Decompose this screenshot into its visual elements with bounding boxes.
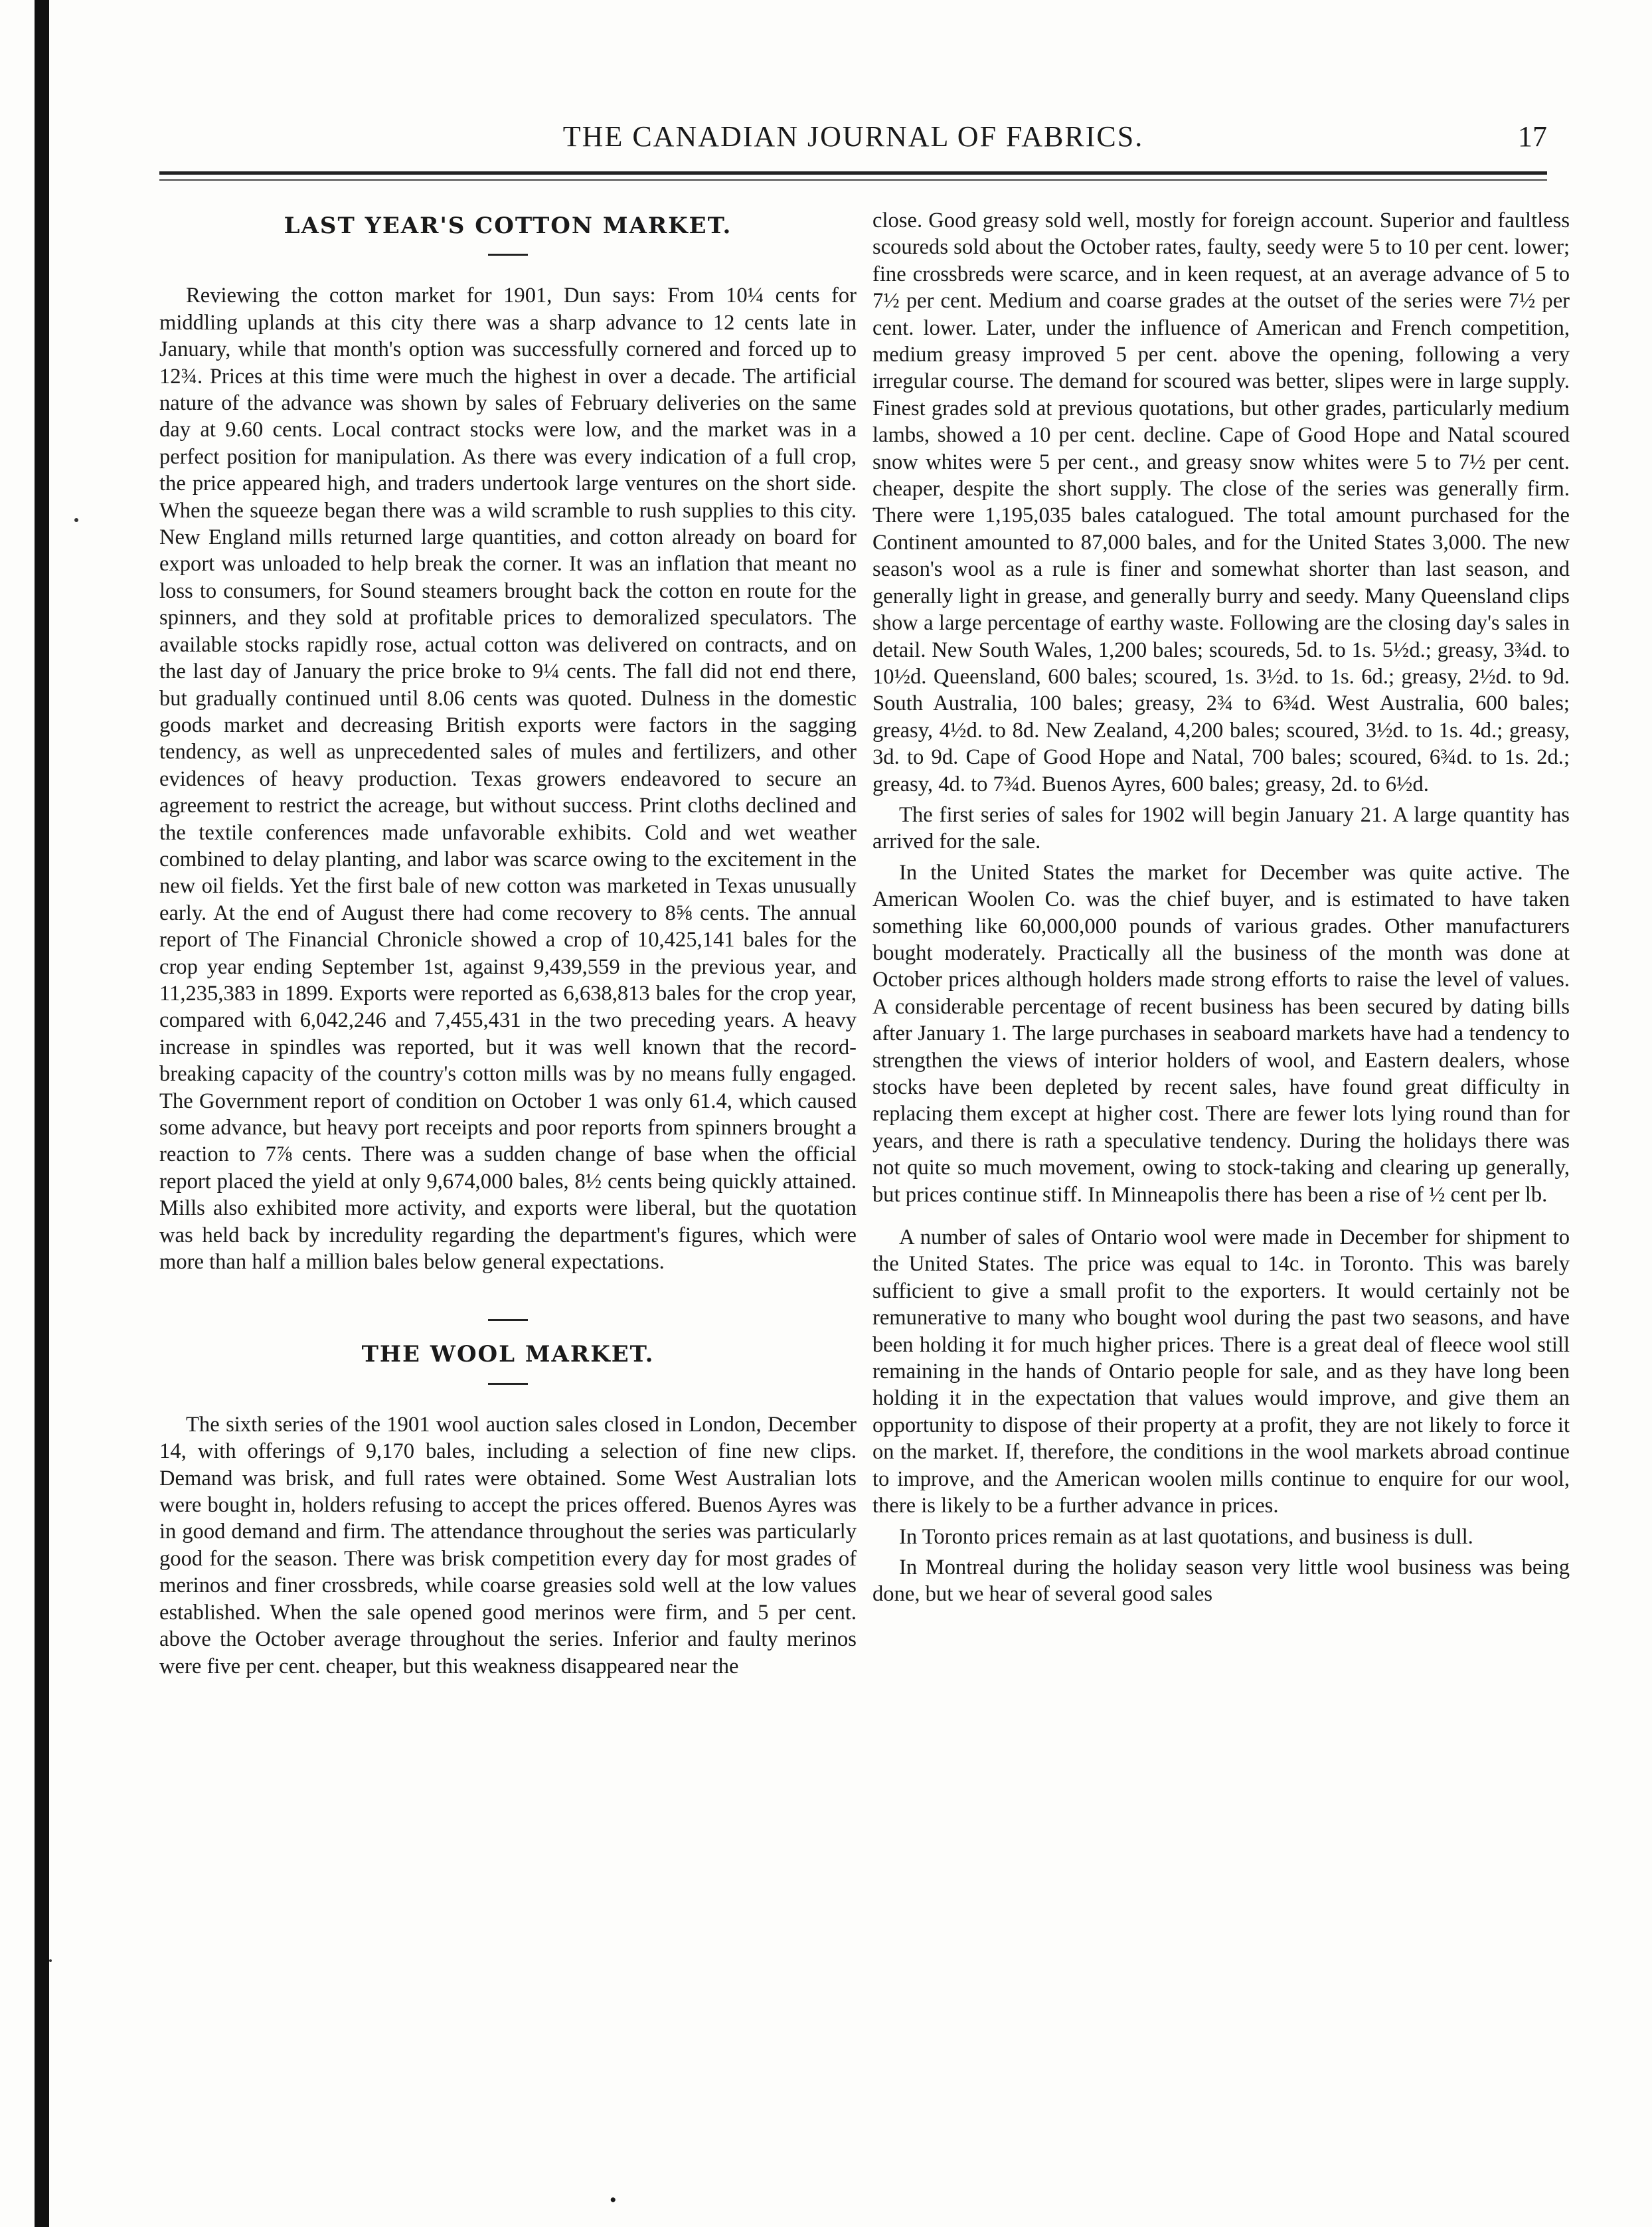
margin-speck bbox=[49, 1959, 52, 1962]
page-number: 17 bbox=[1518, 120, 1547, 153]
journal-title: THE CANADIAN JOURNAL OF FABRICS. bbox=[562, 120, 1144, 153]
headline-divider bbox=[488, 254, 528, 256]
wool-market-paragraph-5: In Toronto prices remain as at last quotations, and business is dull. bbox=[899, 1524, 1473, 1549]
left-column bbox=[159, 199, 857, 1680]
headline-divider bbox=[488, 1383, 528, 1385]
wool-market-paragraph-2: The first series of sales for 1902 will begin January 21. A large quantity has arrived for the sale. bbox=[872, 802, 1570, 854]
section-divider bbox=[488, 1319, 528, 1321]
cotton-market-headline: LAST YEAR'S COTTON MARKET. bbox=[284, 213, 732, 239]
header-rule-thin bbox=[159, 179, 1547, 181]
right-column bbox=[872, 207, 1570, 1608]
footer-ornament: • bbox=[610, 2189, 617, 2211]
header-rule-thick bbox=[159, 171, 1547, 175]
wool-market-paragraph-1: The sixth series of the 1901 wool auction sales closed in London, December 14, with offerings of 9,170 bales, including a selection of fine new clips. Demand was brisk, and full rates were obtained. Some West Australian lots were bought in, holders refusing to accept the prices offered. Buenos Ayres was in good demand and firm. The attendance throughout the series was particularly good for the season. There was brisk competition every day for most grades of merinos and finer crossbreds, while coarse greasies sold well at the low values established. When the sale opened good merinos were firm, and 5 per cent. above the October average throughout the series. Inferior and faulty merinos were five per cent. cheaper, but this weakness disappeared near the bbox=[159, 1412, 857, 1678]
margin-speck bbox=[74, 518, 78, 522]
wool-market-paragraph-6: In Montreal during the holiday season very little wool business was being done, but we hear of several good sales bbox=[872, 1555, 1570, 1607]
wool-market-paragraph-1-continued: close. Good greasy sold well, mostly for foreign account. Superior and faultless scoureds sold about the October rates, faulty, seedy were 5 to 10 per cent. lower; fine crossbreds were scarce, and in keen request, at an average advance of 5 to 7½ per cent. Medium and coarse grades at the outset of the series were 7½ per cent. lower. Later, under the influence of American and French competition, medium greasy improved 5 per cent. above the opening, following a very irregular course. The demand for scoured was better, slipes were in large supply. Finest grades sold at previous quotations, but other grades, particularly medium lambs, showed a 10 per cent. decline. Cape of Good Hope and Natal scoured snow whites were 5 per cent., and greasy snow whites were 5 to 7½ per cent. cheaper, despite the short supply. The close of the series was generally firm. There were 1,195,035 bales catalogued. The total amount purchased for the Continent amounted to 87,000 bales, and for the United States 3,000. The new season's wool as a rule is finer and somewhat shorter than last season, and generally light in grease, and generally burry and seedy. Many Queensland clips show a large percentage of earthy waste. Following are the closing day's sales in detail. New South Wales, 1,200 bales; scoureds, 5d. to 1s. 5½d.; greasy, 3¾d. to 10½d. Queensland, 600 bales; scoured, 1s. 3½d. to 1s. 6d.; greasy, 2½d. to 9d. South Australia, 100 bales; greasy, 2¾ to 6¾d. West Australia, 600 bales; greasy, 4½d. to 8d. New Zealand, 4,200 bales; scoured, 3½d. to 1s. 4d.; greasy, 3d. to 9d. Cape of Good Hope and Natal, 700 bales; scoured, 6¾d. to 1s. 2d.; greasy, 4d. to 7¾d. Buenos Ayres, 600 bales; greasy, 2d. to 6½d. bbox=[872, 209, 1570, 796]
cotton-market-paragraph: Reviewing the cotton market for 1901, Dun says: From 10¼ cents for middling uplands at this city there was a sharp advance to 12 cents late in January, while that month's option was successfully cornered and forced up to 12¾. Prices at this time were much the highest in over a decade. The artificial nature of the advance was shown by sales of February deliveries on the same day at 9.60 cents. Local contract stocks were low, and the market was in a perfect position for manipulation. As there was every indication of a full crop, the price appeared high, and traders undertook large ventures on the short side. When the squeeze began there was a wild scramble to rush supplies to this city. New England mills returned large quantities, and cotton already on board for export was unloaded to help break the corner. It was an inflation that meant no loss to consumers, for Sound steamers brought back the cotton en route for the spinners, and they sold at profitable prices to demoralized speculators. The available stocks rapidly rose, actual cotton was delivered on contracts, and on the last day of January the price broke to 9¼ cents. The fall did not end there, but gradually continued until 8.06 cents was quoted. Dulness in the domestic goods market and decreasing British exports were factors in the sagging tendency, as well as unprecedented sales of mules and fertilizers, and other evidences of heavy production. Texas growers endeavored to secure an agreement to restrict the acreage, but without success. Print cloths declined and the textile conferences made unfavorable exhibits. Cold and wet weather combined to delay planting, and labor was scarce owing to the excitement in the new oil fields. Yet the first bale of new cotton was marketed in Texas unusually early. At the end of August there had come recovery to 8⅝ cents. The annual report of The Financial Chronicle showed a crop of 10,425,141 bales for the crop year ending September 1st, against 9,439,559 in the previous year, and 11,235,383 in 1899. Exports were reported as 6,638,813 bales for the crop year, compared with 6,042,246 and 7,455,431 in the two preceding years. A heavy increase in spindles was reported, but it was well known that the record-breaking capacity of the country's cotton mills was by no means fully engaged. The Government report of condition on October 1 was only 61.4, which caused some advance, but heavy port receipts and poor reports from spinners brought a reaction to 7⅞ cents. There was a sudden change of base when the official report placed the yield at only 9,674,000 bales, 8½ cents being quickly attained. Mills also exhibited more activity, and exports were liberal, but the quotation was held back by incredulity regarding the department's figures, which were more than half a million bales below general expectations. bbox=[159, 284, 857, 1275]
wool-market-paragraph-4: A number of sales of Ontario wool were made in December for shipment to the United States. The price was equal to 14c. in Toronto. This was barely sufficient to give a small profit to the exporters. It would certainly not be remunerative to many who bought wool during the past two seasons, and have been holding it for much higher prices. There is a great deal of fleece wool still remaining in the hands of Ontario people for sale, and as they have long been holding it in the expectation that values would improve, and give them an opportunity to dispose of their property at a profit, they are not likely to force it on the market. If, therefore, the conditions in the wool markets abroad continue to improve, and the American woolen mills continue to enquire for our wool, there is likely to be a further advance in prices. bbox=[872, 1225, 1570, 1518]
wool-market-headline: THE WOOL MARKET. bbox=[361, 1341, 655, 1368]
page-binding-edge bbox=[35, 0, 49, 2227]
wool-market-paragraph-3: In the United States the market for December was quite active. The American Woolen Co. was the chief buyer, and is estimated to have taken something like 60,000,000 pounds of various grades. Other manufacturers bought moderately. Practically all the business of the month was done at October prices although holders made strong efforts to raise the level of values. A considerable percentage of recent business has been secured by dating bills after January 1. The large purchases in seaboard markets have had a tendency to strengthen the views of interior holders of wool, and Eastern dealers, whose stocks have been depleted by recent sales, have found great difficulty in replacing them except at higher cost. There are fewer lots lying round than for years, and there is rath a speculative tendency. During the holidays there was not quite so much movement, owing to stock-taking and clearing up generally, but prices continue stiff. In Minneapolis there has been a rise of ½ cent per lb. bbox=[872, 860, 1570, 1207]
page-header bbox=[159, 120, 1547, 159]
